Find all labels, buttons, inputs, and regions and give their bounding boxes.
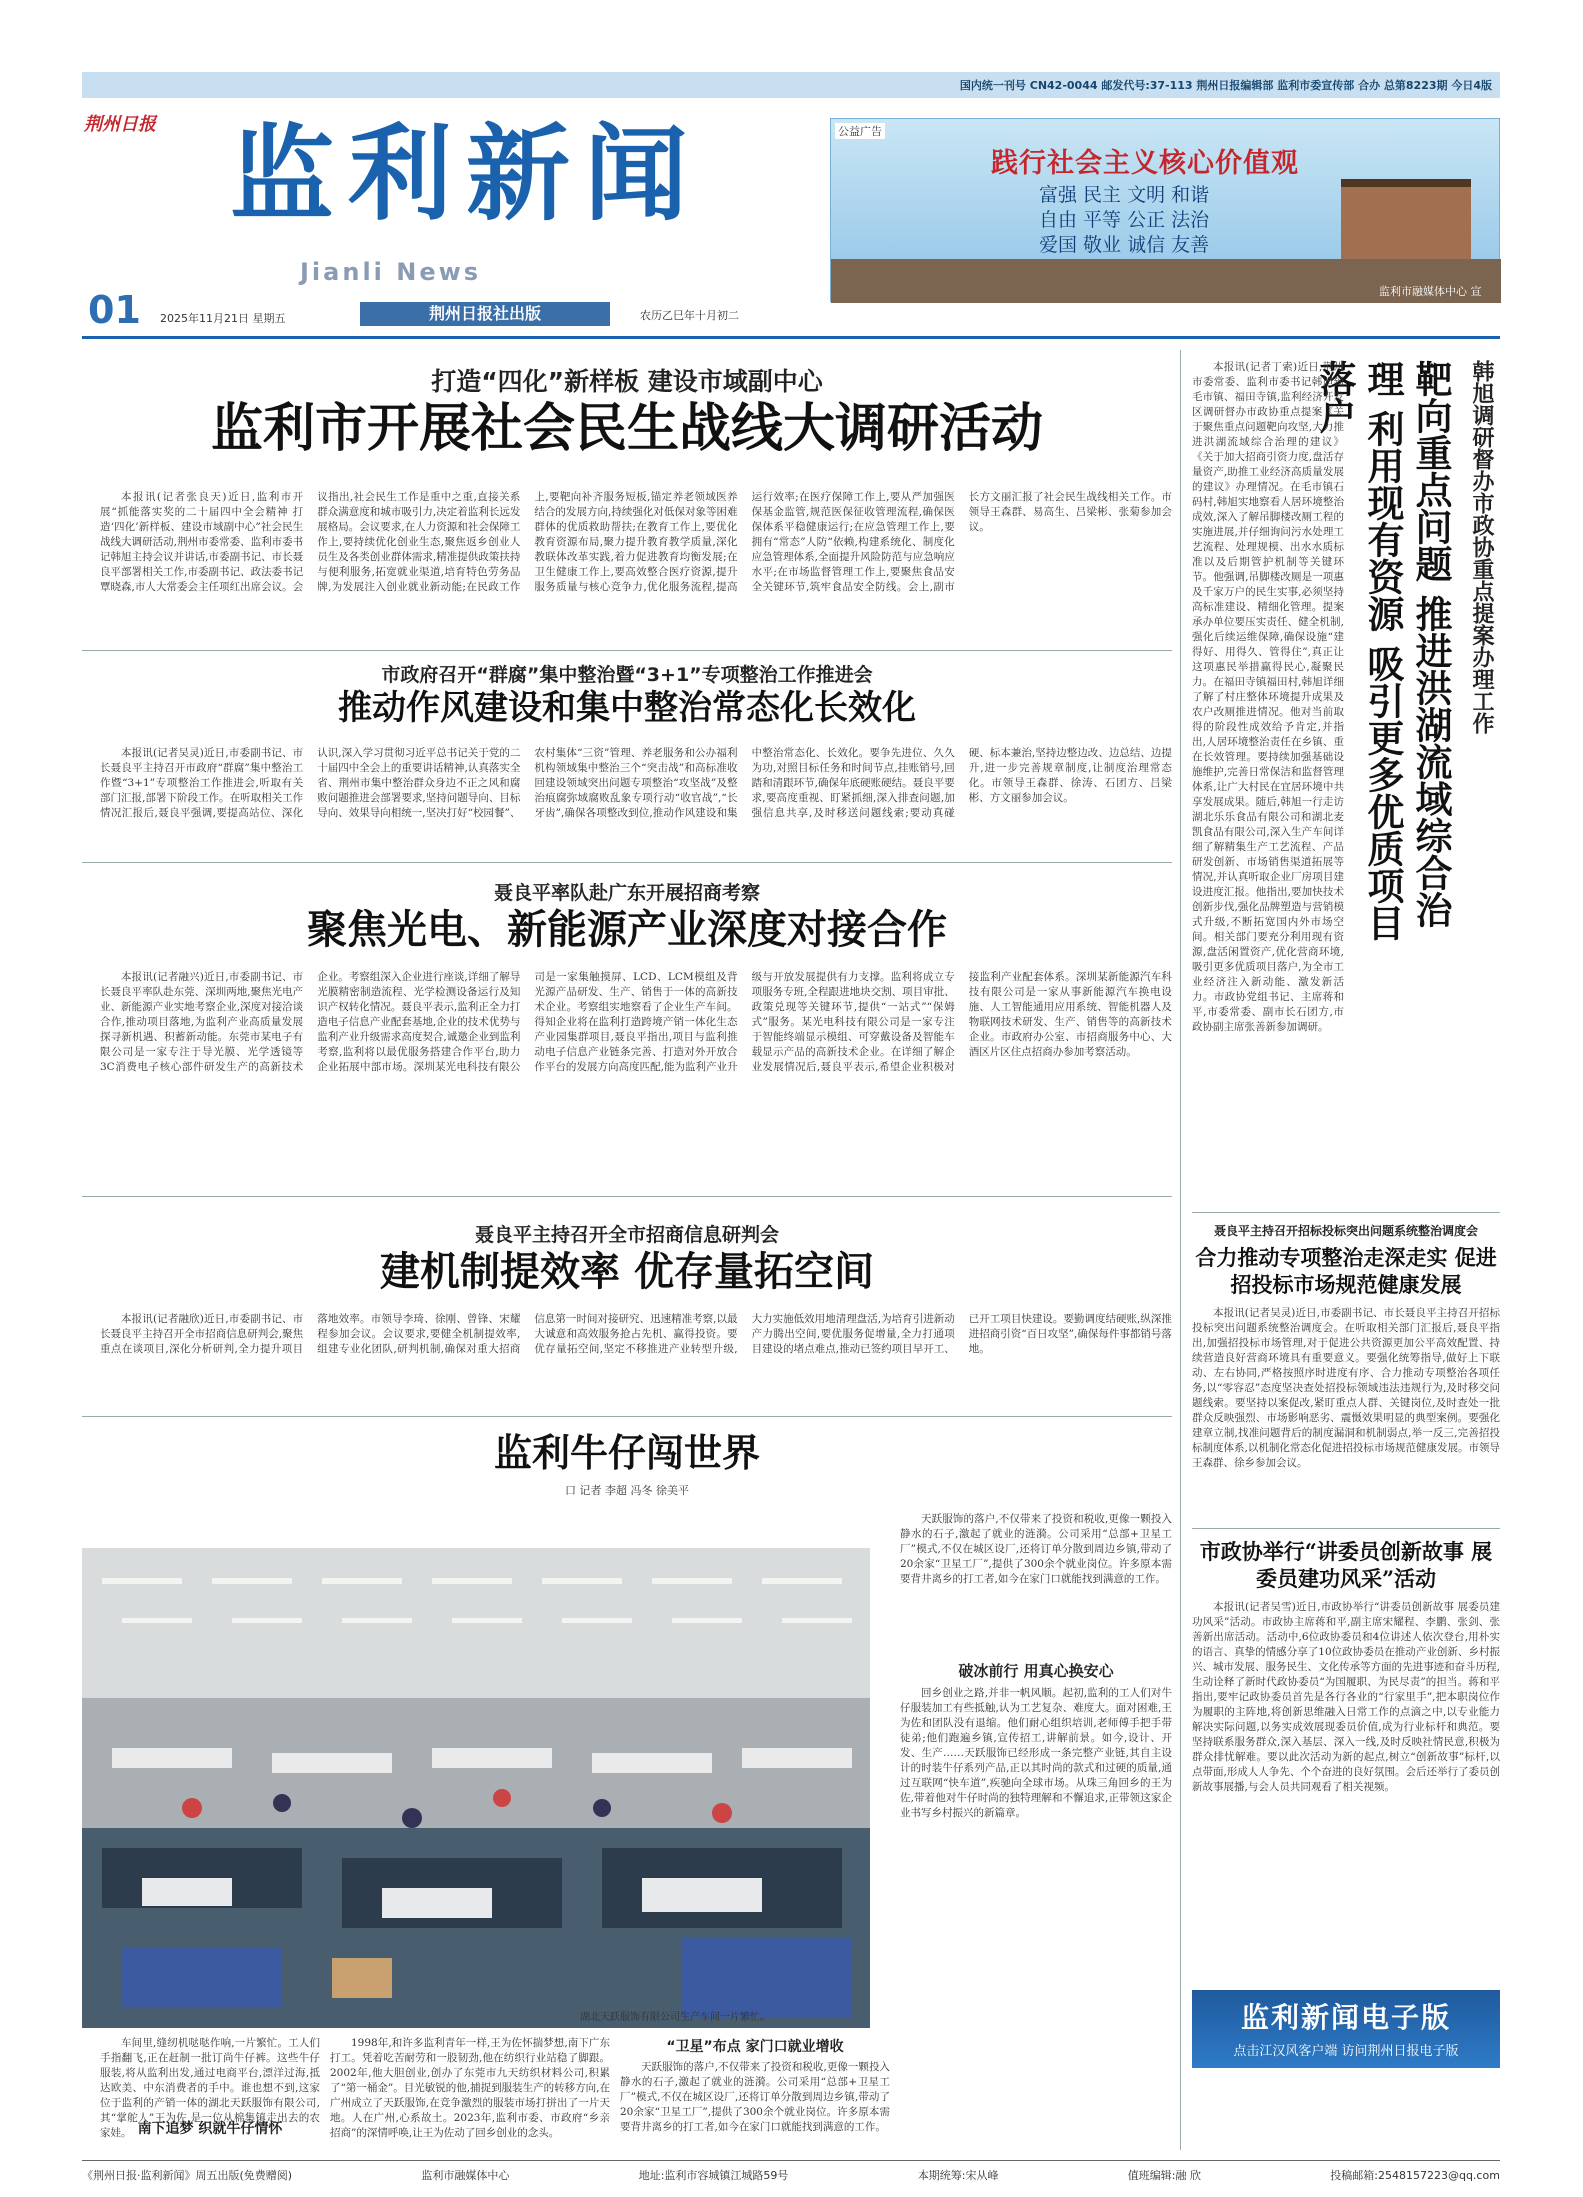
feature-body-2: 1998年,和许多监利青年一样,王为佐怀揣梦想,南下广东打工。凭着吃苦耐劳和一股韧劲,他在纺织行业站稳了脚跟。2002年,他大胆创业,创办了东莞市九天纺织材料公司,积累了“第一桶金”。目光敏锐的他,捕捉到服装生产的转移方向,在广州成立了天跃服饰,在竞争激烈的服装市场打拼出了一片天地。人在广州,心系故土。2023年,监利市委、市政府“乡亲招商”的深情呼唤,让王为佐动了回乡创业的念头。 (330, 2037, 610, 2139)
side3-body: 本报讯(记者吴雪)近日,市政协举行“讲委员创新故事 展委员建功风采”活动。市政协主席蒋和平,副主席宋耀程、李鹏、张剑、张善新出席活动。活动中,6位政协委员和4位讲述人依次登台,用朴实的语言、真挚的情感分享了10位政协委员在推动产业创新、乡村振兴、城市发展、服务民生、文化传承等方面的先进事迹和奋斗历程,生动诠释了新时代政协委员“为国履职、为民尽责”的担当。蒋和平指出,要牢记政协委员首先是各行各业的“行家里手”,把本职岗位作为履职的主阵地,将创新思维融入日常工作的点滴之中,以专业能力解决实际问题,以务实成效展现委员价值,成为行业标杆和典范。要坚持联系服务群众,深入基层、深入一线,及时反映社情民意,积极为群众排忧解难。要以此次活动为新的起点,树立“创新故事”标杆,以点带面,形成人人争先、个个奋进的良好氛围。会后还举行了委员创新故事展播,与会人员共同观看了相关视频。 (1192, 1601, 1500, 1793)
lead-body: 本报讯(记者张良天)近日,监利市开展“抓能落实奖的二十届四中全会精神 打造‘四化’新样板、建设市域副中心”社会民生战线大调研活动,荆州市委常委、监利市委书记韩旭主持会议并讲话,市委副书记、市长聂良平部署相关工作,市委副书记、政法委书记覃晓森,市人大常委会主任项红出席会议。会议指出,社会民生工作是重中之重,直接关系群众满意度和城市吸引力,决定着监利长远发展格局。会议要求,在人力资源和社会保障工作上,要持续优化创业生态,聚焦返乡创业人员生及各类创业群体需求,精准提供政策扶持与便利服务,拓宽就业渠道,培育特色劳务品牌,为发展注入创业就业新动能;在民政工作上,要靶向补齐服务短板,锚定养老领域医养结合的发展方向,持续强化对低保对象等困难群体的优质救助帮扶;在教育工作上,要优化教育资源布局,聚力提升教育教学质量,深化教联体改革实践,着力促进教育均衡发展;在卫生健康工作上,要高效整合医疗资源,提升服务质量与核心竞争力,优化服务流程,提高运行效率;在医疗保障工作上,要从严加强医保基金监管,规范医保征收管理流程,确保医保体系平稳健康运行;在应急管理工作上,要拥有“常态”人防“依赖,构建系统化、制度化应急管理体系,全面提升风险防范与应急响应水平;在市场监督管理工作上,要聚焦食品安全关键环节,筑牢食品安全防线。会上,副市长方文丽汇报了社会民生战线相关工作。市领导王森群、易高生、吕梁彬、张菊参加会议。 (100, 491, 1172, 593)
column-divider (1180, 350, 1181, 2150)
feature-headline: 监利牛仔闯世界 (493, 1430, 760, 1475)
footer-address: 地址:监利市容城镇江城路59号 (638, 2169, 789, 2182)
sidebar-vertical-headline: 靶向重点问题 推进洪湖流域综合治理 利用现有资源 吸引更多优质项目落户 (1313, 360, 1453, 941)
article3-kicker: 聂良平率队赴广东开展招商考察 (493, 882, 760, 904)
section-divider (82, 1196, 1172, 1197)
ad-value-line: 爱国 敬业 诚信 友善 (1039, 234, 1210, 256)
side2-kicker: 聂良平主持召开招标投标突出问题系统整治调度会 (1213, 1224, 1478, 1238)
section-divider (1192, 1528, 1500, 1529)
publisher-banner: 荆州日报社出版 (360, 302, 610, 326)
ad-title: 践行社会主义核心价值观 (991, 148, 1299, 179)
lunar-date: 农历乙巳年十月初二 (640, 309, 739, 322)
footer-org: 监利市融媒体中心 (421, 2169, 510, 2182)
article2-kicker: 市政府召开“群腐”集中整治暨“3+1”专项整治工作推进会 (381, 664, 873, 686)
feature-body-right: 天跃服饰的落户,不仅带来了投资和税收,更像一颗投入静水的石子,激起了就业的涟漪。公司采用“总部+卫星工厂”模式,不仅在城区设厂,还将订单分散到周边乡镇,带动了20余家“卫星工厂”,提供了300余个就业岗位。许多原本需要背井离乡的打工者,如今在家门口就能找到满意的工作。 (900, 1513, 1172, 1585)
footer-duty-editor: 值班编辑:融 欣 (1127, 2169, 1201, 2182)
footer-email: 投稿邮箱:2548157223@qq.com (1330, 2169, 1500, 2182)
article4-kicker: 聂良平主持召开全市招商信息研判会 (474, 1224, 779, 1246)
side2-headline: 合力推动专项整治走深走实 促进招投标市场规范健康发展 (1195, 1245, 1497, 1297)
article3-body: 本报讯(记者融兴)近日,市委副书记、市长聂良平率队赴东莞、深圳两地,聚焦光电产业、新能源产业实地考察企业,深度对接洽谈合作,推动项目落地,为监利产业高质量发展探寻新机遇、积蓄新动能。东莞市某电子有限公司是一家专注于导光膜、光学透镜等3C消费电子核心部件研发生产的高新技术企业。考察组深入企业进行座谈,详细了解导光膜精密制造流程、光学检测设备运行及知识产权转化情况。聂良平表示,监利正全力打造电子信息产业配套基地,企业的技术优势与监利产业升级需求高度契合,诚邀企业到监利考察,监利将以最优服务搭建合作平台,助力企业拓展中部市场。深圳某光电科技有限公司是一家集触摸屏、LCD、LCM模组及背光源产品研发、生产、销售于一体的高新技术企业。考察组实地察看了企业生产车间。得知企业将在监利打造跨境产销一体化生态产业园集群项目,聂良平指出,项目与监利推动电子信息产业链条完善、打造对外开放合作平台的发展方向高度匹配,能为监利产业升级与开放发展提供有力支撑。监利将成立专项服务专班,全程跟进地块交割、项目审批、政策兑现等关键环节,提供“一站式”“保姆式”服务。某光电科技有限公司是一家专注于智能终端显示模组、可穿戴设备及智能车载显示产品的高新技术企业。在详细了解企业发展情况后,聂良平表示,希望企业积极对接监利产业配套体系。深圳某新能源汽车科技有限公司是一家从事新能源汽车换电设施、人工智能通用应用系统、智能机器人及物联网技术研发、生产、销售等的高新技术企业。市政府办公室、市招商服务中心、大酒区片区住点招商办参加考察活动。 (100, 971, 1172, 1073)
factory-scene-illustration (82, 1548, 870, 2028)
article4-body: 本报讯(记者融欣)近日,市委副书记、市长聂良平主持召开全市招商信息研判会,聚焦重点在谈项目,深化分析研判,全力提升项目落地效率。市领导李琦、徐刚、曾锋、宋耀程参加会议。会议要求,要健全机制提效率,组建专业化团队,研判机制,确保对重大招商信息第一时间对接研究、迅速精准考察,以最大诚意和高效服务抢占先机、赢得投资。要优存量拓空间,坚定不移推进产业转型升级,大力实施低效用地清理盘活,为培育引进新动产力腾出空间,要优服务促增量,全力打通项目建设的堵点难点,推动已签约项目早开工、已开工项目快建设。要勤调度结硬账,纵深推进招商引资“百日攻坚”,确保每件事都销号落地。 (100, 1313, 1172, 1355)
footer-publication: 《荆州日报·监利新闻》周五出版(免费赠阅) (82, 2169, 293, 2182)
sidebar-body: 本报讯(记者丁索)近日,荆州市委常委、监利市委书记韩旭到毛市镇、福田寺镇,监利经济开发区调研督办市政协重点提案《关于聚焦重点问题靶向攻坚,大力推进洪湖流域综合治理的建议》《关于加大招商引资力度,盘活存量资产,助推工业经济高质量发展的建议》办理情况。在毛市镇石码村,韩旭实地察看人居环境整治成效,深入了解吊脚楼改厕工程的实施进展,并仔细询问污水处理工艺流程、处理规模、出水水质标准以及后期管护机制等关键环节。他强调,吊脚楼改厕是一项惠及千家万户的民生实事,必须坚持高标准建设、精细化管理。提案承办单位要压实责任、健全机制,强化后续运维保障,确保设施“建得好、用得久、管得住”,真正让这项惠民举措赢得民心,凝聚民力。在福田寺镇福田村,韩旭详细了解了村庄整体环境提升成果及农户改厕推进情况。他对当前取得的阶段性成效给予肯定,并指出,人居环境整治责任在乡镇、重在长效管理。要持续加强基础设施维护,完善日常保洁和监督管理体系,让广大村民在宜居环境中共享发展成果。随后,韩旭一行走访湖北乐乐食品有限公司和湖北麦凯食品有限公司,深入生产车间详细了解精集生产工艺流程、产品研发创新、市场销售渠道拓展等情况,并认真听取企业厂房项目建设进度汇报。他指出,要加快技术创新步伐,强化品牌塑造与营销模式升级,不断拓宽国内外市场空间。相关部门要充分利用现有资源,盘活闲置资产,优化营商环境,吸引更多优质项目落户,为全市工业经济注入新动能、激发新活力。市政协党组书记、主席蒋和平,市委常委、副市长石团方,市政协副主席张善新参加调研。 (1192, 361, 1344, 1033)
e-edition-subtitle: 点击江汉风客户端 访问荆州日报电子版 (1233, 2044, 1459, 2059)
ad-value-line: 富强 民主 文明 和谐 (1039, 184, 1210, 206)
article2-body: 本报讯(记者吴灵)近日,市委副书记、市长聂良平主持召开市政府“群腐”集中整治工作暨“3+1”专项整治工作推进会,听取有关部门汇报,部署下阶段工作。在听取相关工作情况汇报后,聂良平强调,要提高站位、深化认识,深入学习贯彻习近平总书记关于党的二十届四中全会上的重要讲话精神,认真落实全省、荆州市集中整治群众身边不正之风和腐败问题推进会部署要求,坚持问题导向、目标导向、效果导向相统一,坚决打好“校园餐”、农村集体“三资”管理、养老服务和公办福利机构领域集中整治三个“突击战”和高标准收回建设领域突出问题专项整治“攻坚战”及整治痕腐弥域腐败乱象专项行动“收官战”,“长牙齿”,确保各项整改到位,推动作风建设和集中整治常态化、长效化。要争先进位、久久为功,对照目标任务和时间节点,挂账销号,回踏和清跟环节,确保年底硬账硬结。聂良平要求,要高度重视、盯紧抓细,深入排查问题,加强信息共享,及时移送问题线索;要动真碰硬、标本兼治,坚持边整边改、边总结、边提升,进一步完善规章制度,让制度治理常态化。市领导王森群、徐涛、石团方、吕梁彬、方文丽参加会议。 (100, 747, 1172, 819)
article2-headline: 推动作风建设和集中整治常态化长效化 (338, 688, 916, 728)
lead-kicker: 打造“四化”新样板 建设市域副中心 (431, 367, 823, 396)
feature-body-4: 回乡创业之路,并非一帆风顺。起初,监利的工人们对牛仔服装加工有些抵触,认为工艺复杂、难度大。面对困难,王为佐和团队没有退缩。他们耐心组织培训,老师傅手把手带徒弟;他们跑遍乡镇,宣传招工,讲解前景。如今,设计、开发、生产……天跃服饰已经形成一条完整产业链,其自主设计的时装牛仔系列产品,正以其时尚的款式和过硬的质量,通过互联网“快车道”,疾驰向全球市场。从珠三角回乡的王为佐,带着他对牛仔时尚的独特理解和不懈追求,正带领这家企业书写乡村振兴的新篇章。 (900, 1687, 1172, 1819)
section-divider (82, 1416, 1172, 1417)
section-divider (82, 862, 1172, 863)
e-edition-banner[interactable] (1192, 1990, 1500, 2068)
feature-byline: 口 记者 李超 冯冬 徐美平 (565, 1484, 689, 1497)
side2-body: 本报讯(记者吴灵)近日,市委副书记、市长聂良平主持召开招标投标突出问题系统整治调度会。在听取相关部门汇报后,聂良平指出,加强招投标市场管理,对于促进公共资源更加公平高效配置、持续营造良好营商环境具有重要意义。要强化统筹指导,做好上下联动、左右协同,严格按照序时进度有序、合力推动专项整治各项任务,以“零容忍”态度坚决查处招投标领域违法违规行为,及时移交问题线索。要坚持以案促改,紧盯重点人群、关键岗位,及时查处一批群众反映强烈、市场影响恶劣、震慑效果明显的典型案例。要强化建章立制,找准问题背后的制度漏洞和机制弱点,举一反三,完善招投标制度体系,以机制化常态化促进招投标市场规范健康发展。市领导王森群、徐乡参加会议。 (1192, 1307, 1500, 1469)
section-divider (82, 650, 1172, 651)
ad-value-line: 自由 平等 公正 法治 (1039, 209, 1210, 231)
factory-photo (82, 1548, 870, 2028)
article4-headline: 建机制提效率 优存量拓空间 (380, 1248, 874, 1295)
page-number: 01 (88, 288, 141, 332)
jingzhou-daily-logo: 荆州日报 (84, 114, 156, 135)
feature-body-1: 车间里,缝纫机哒哒作响,一片繁忙。工人们手指翻飞,正在赶制一批订尚牛仔裤。这些牛仔服装,将从监利出发,通过电商平台,漂洋过海,抵达欧美、中东消费者的手中。谁也想不到,这家位于监利的产销一体的湖北天跃服饰有限公司,其“掌舵人”王为佐,是一位从棉集镇走出去的农家娃。 (100, 2037, 320, 2139)
public-service-ad (830, 118, 1500, 302)
feature-subhead-1: 南下追梦 织就牛仔情怀 (137, 2121, 283, 2137)
top-info-bar (82, 72, 1500, 98)
ad-label: 公益广告 (835, 123, 885, 139)
ad-values (1039, 183, 1209, 258)
feature-subhead-2: “卫星”布点 家门口就业增收 (666, 2039, 844, 2055)
masthead-rule (82, 336, 1500, 339)
section-divider (1192, 1212, 1500, 1213)
feature-subhead-3: 破冰前行 用真心换安心 (958, 1662, 1114, 1680)
issue-date: 2025年11月21日 星期五 (160, 312, 286, 325)
feature-body-3: 天跃服饰的落户,不仅带来了投资和税收,更像一颗投入静水的石子,激起了就业的涟漪。公司采用“总部+卫星工厂”模式,不仅在城区设厂,还将订单分散到周边乡镇,带动了20余家“卫星工厂”,提供了300余个就业岗位。许多原本需要背井离乡的打工者,如今在家门口就能找到满意的工作。 (620, 2061, 890, 2133)
city-gate-illustration (1341, 179, 1471, 269)
side3-headline: 市政协举行“讲委员创新故事 展委员建功风采”活动 (1199, 1539, 1493, 1591)
lead-headline: 监利市开展社会民生战线大调研活动 (210, 398, 1043, 459)
footer (82, 2160, 1500, 2183)
masthead-title-en: Jianli News (300, 258, 482, 286)
masthead-title: 监利新闻 (230, 112, 703, 235)
article3-headline: 聚焦光电、新能源产业深度对接合作 (307, 906, 947, 953)
sidebar-vertical-kicker: 韩旭调研督办市政协重点提案办理工作 (1469, 360, 1494, 734)
e-edition-title: 监利新闻电子版 (1240, 2001, 1451, 2034)
footer-editor: 本期统筹:宋从峰 (917, 2169, 999, 2182)
top-bar-text: 国内统一刊号 CN42-0044 邮发代号:37-113 荆州日报编辑部 监利市委宣传部 合办 总第8223期 今日4版 (959, 79, 1492, 92)
ad-credit: 监利市融媒体中心 宣 (1379, 285, 1482, 298)
photo-caption: 湖北天跃服饰有限公司生产车间一片繁忙。 (580, 2012, 770, 2023)
